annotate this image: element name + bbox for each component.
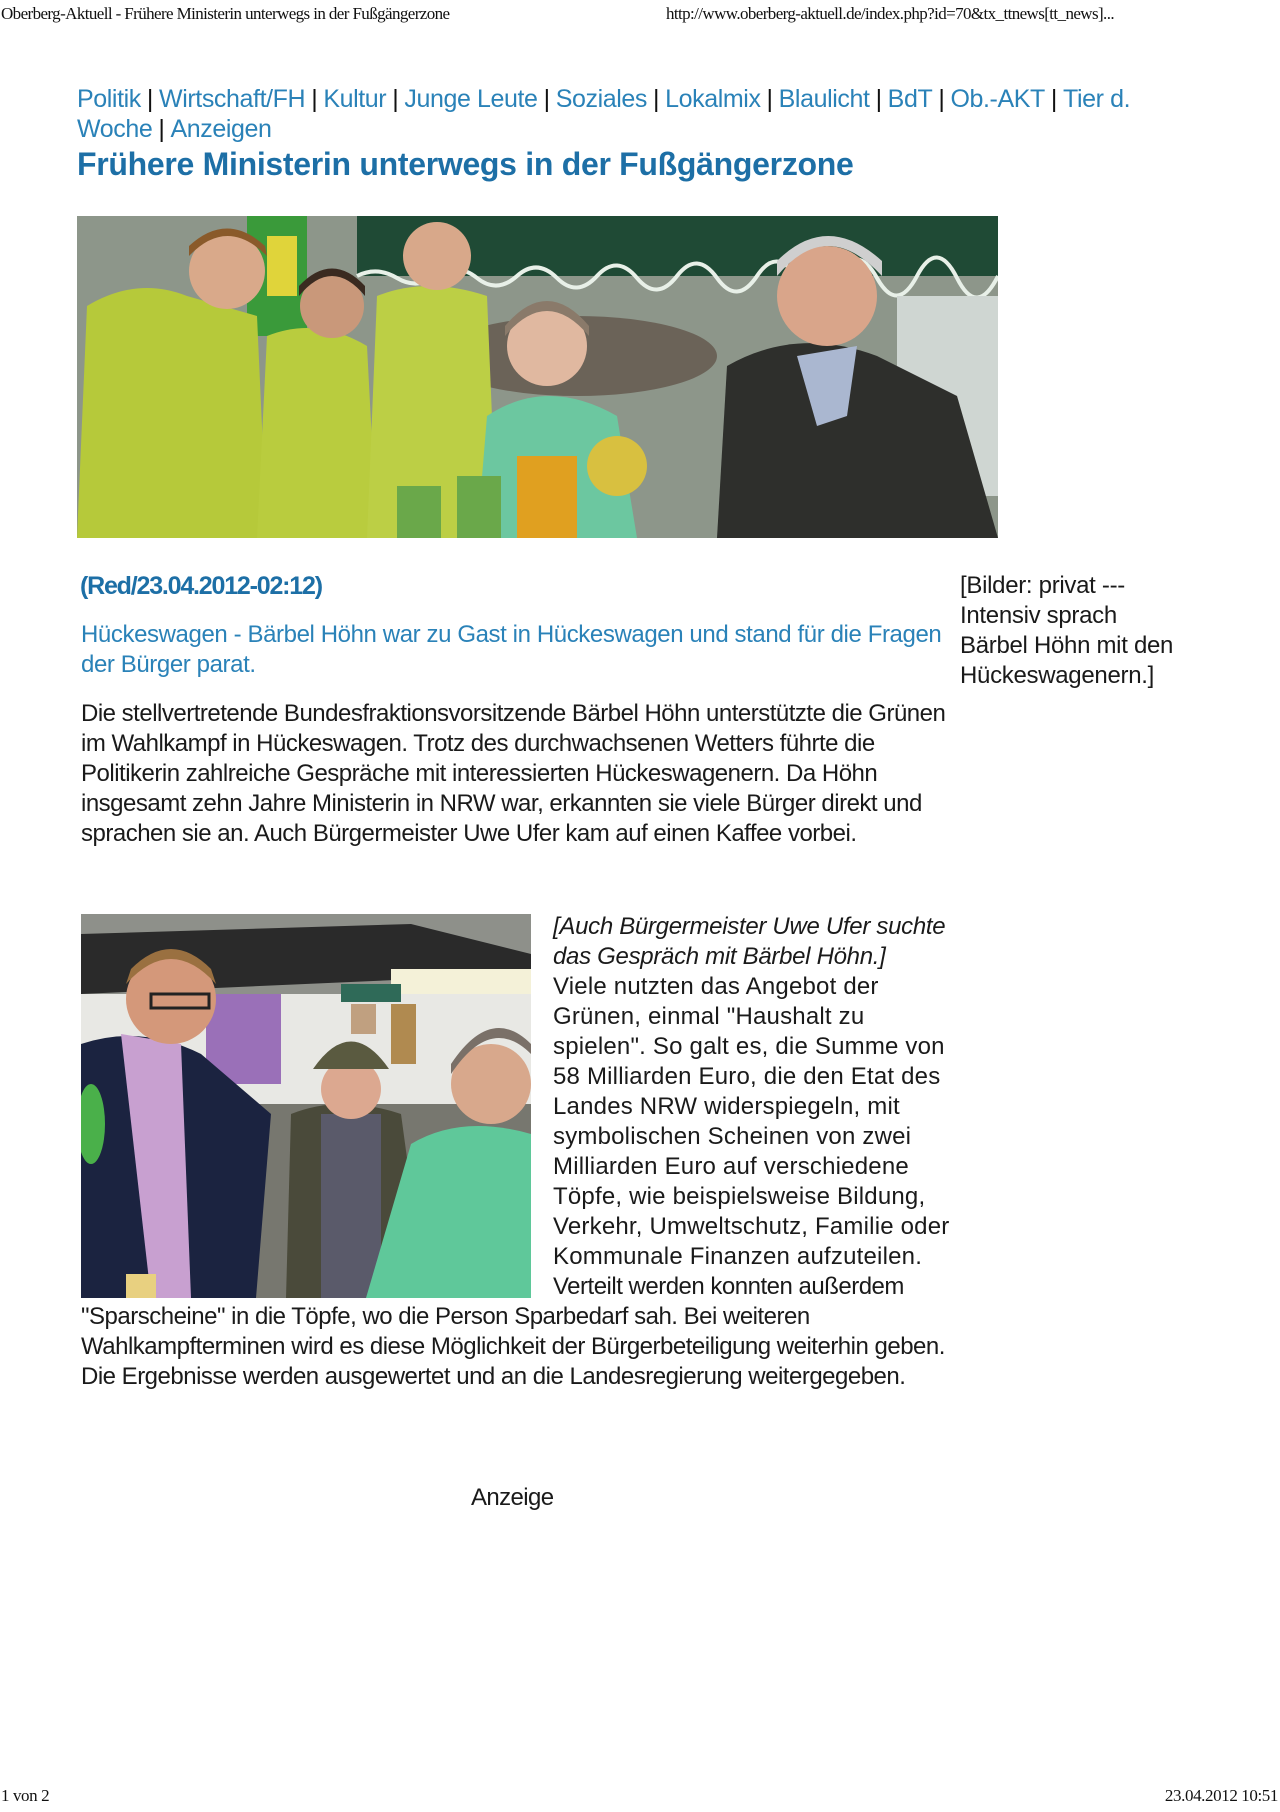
photo-main-illustration (77, 216, 998, 538)
nav-separator: | (543, 85, 550, 113)
nav-link-soziales[interactable]: Soziales (555, 85, 647, 113)
print-page-number: 1 von 2 (1, 1786, 50, 1805)
nav-link-anzeigen[interactable]: Anzeigen (170, 115, 272, 143)
nav-separator: | (1050, 85, 1057, 113)
nav-separator: | (392, 85, 399, 113)
nav-link-wirtschaft[interactable]: Wirtschaft/FH (159, 85, 306, 113)
nav-separator: | (652, 85, 660, 113)
nav-separator: | (766, 85, 773, 113)
article-body-paragraph-3: Verteilt werden konnten außerdem "Sparscheine" in die Töpfe, wo die Person Sparbedarf sah. Bei weiteren Wahlkampfterminen wird es diese Möglichkeit der Bürgerbeteiligung weiterhin geben. Die Ergebnisse werden ausgewertet und an die Landesregierung weitergegeben. (81, 1273, 945, 1390)
article-meta: (Red/23.04.2012-02:12) (80, 572, 322, 600)
print-header (0, 2, 1280, 28)
article-body-paragraph-1: Die stellvertretende Bundesfraktionsvorsitzende Bärbel Höhn unterstützte die Grünen im Wahlkampf in Hückeswagen. Trotz des durchwachsenen Wetters führte die Politikerin zahlreiche Gespräche mit interessierten Hückeswagenern. Da Höhn insgesamt zehn Jahre Ministerin in NRW war, erkannten sie viele Bürger direkt und sprachen sie an. Auch Bürgermeister Uwe Ufer kam auf einen Kaffee vorbei. (81, 700, 946, 847)
ad-label: Anzeige (471, 1484, 554, 1511)
article-lead: Hückeswagen - Bärbel Höhn war zu Gast in Hückeswagen und stand für die Fragen der Bürger parat. (81, 621, 942, 678)
nav-link-kultur[interactable]: Kultur (323, 85, 387, 113)
photo-caption-side: [Bilder: privat --- Intensiv sprach Bärbel Höhn mit den Hückeswagenern.] (960, 572, 1174, 689)
nav-separator: | (158, 115, 165, 143)
article-photo-main (77, 216, 998, 538)
print-footer (0, 1784, 1280, 1808)
nav-link-blaulicht[interactable]: Blaulicht (778, 85, 870, 113)
nav-separator: | (146, 85, 153, 113)
photo-second-spacer (81, 912, 553, 1300)
nav-separator: | (311, 85, 318, 113)
print-datetime: 23.04.2012 10:51 (1164, 1786, 1278, 1805)
nav-link-junge-leute[interactable]: Junge Leute (404, 85, 538, 113)
article-headline: Frühere Ministerin unterwegs in der Fußgängerzone (77, 146, 854, 182)
nav-separator: | (875, 85, 882, 113)
nav-link-tier-d-woche[interactable]: Tier d. Woche (77, 85, 1131, 143)
article-float-section (81, 912, 961, 1392)
article-body-paragraph-2: Viele nutzten das Angebot der Grünen, einmal "Haushalt zu spielen". So galt es, die Summe von 58 Milliarden Euro, die den Etat des Landes NRW widerspiegeln, mit symbolischen Scheinen von zwei Milliarden Euro auf verschiedene Töpfe, wie beispielsweise Bildung, Verkehr, Umweltschutz, Familie oder Kommunale Finanzen aufzuteilen. (553, 973, 950, 1270)
nav-link-ob-akt[interactable]: Ob.-AKT (950, 85, 1045, 113)
print-page-url: http://www.oberberg-aktuell.de/index.php?id=70&tx_ttnews[tt_news]... (666, 4, 1115, 23)
nav-link-politik[interactable]: Politik (77, 85, 141, 113)
nav-separator: | (938, 85, 945, 113)
photo-caption-inline: [Auch Bürgermeister Uwe Ufer suchte das Gespräch mit Bärbel Höhn.] (553, 913, 946, 970)
print-page-title: Oberberg-Aktuell - Frühere Ministerin unterwegs in der Fußgängerzone (1, 4, 450, 23)
nav-link-lokalmix[interactable]: Lokalmix (665, 85, 761, 113)
section-nav (77, 84, 1217, 144)
nav-link-bdt[interactable]: BdT (887, 85, 933, 113)
